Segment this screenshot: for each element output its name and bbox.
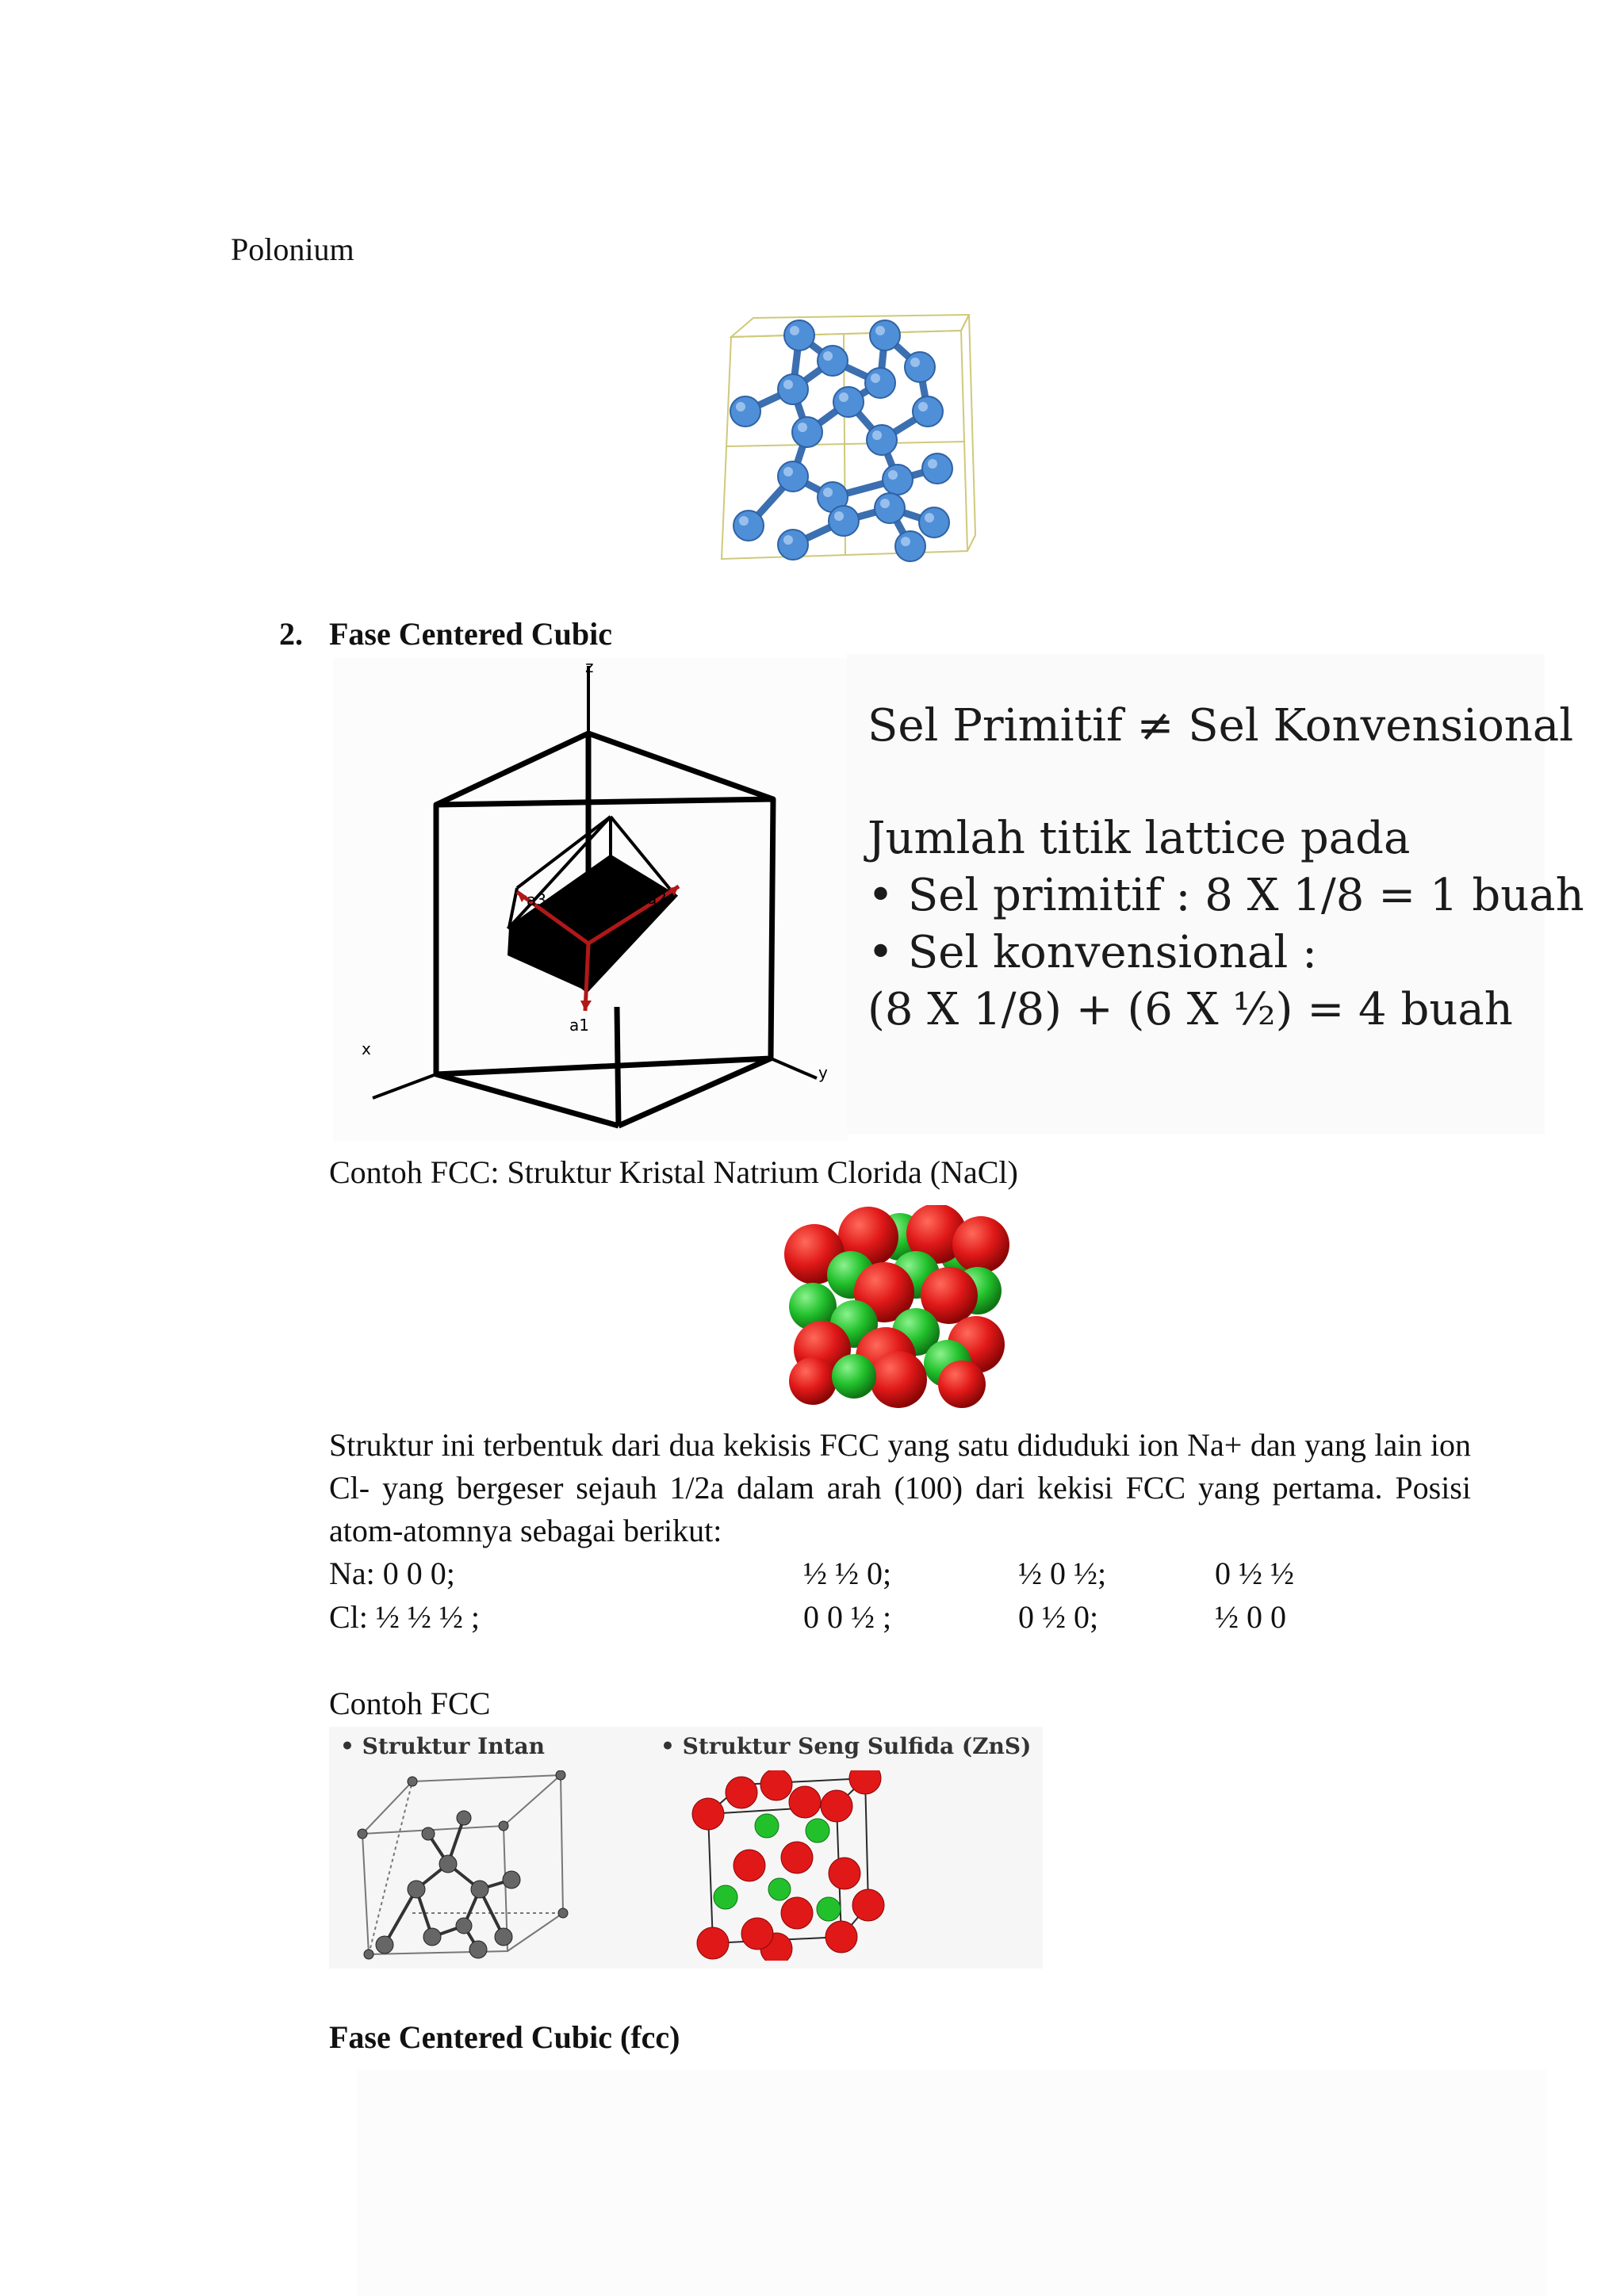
vector-a3-label: a3: [527, 890, 546, 909]
slide-panel: [847, 654, 1584, 1134]
fcc-primitive-cell-diagram: [333, 658, 848, 1142]
cl-position-3: 0 ½ 0;: [1018, 1599, 1099, 1635]
bottom-image-placeholder: [357, 2069, 1546, 2296]
polonium-structure-image: [714, 313, 983, 575]
section-title: Fase Centered Cubic: [329, 616, 612, 652]
na-position-4: 0 ½ ½: [1215, 1556, 1294, 1591]
polonium-label: Polonium: [231, 232, 354, 267]
section-number: 2.: [279, 616, 303, 652]
fcc-examples-panel: [329, 1727, 1043, 1969]
na-position-1: Na: 0 0 0;: [329, 1556, 455, 1591]
axis-y-label: y: [818, 1063, 828, 1082]
cl-position-1: Cl: ½ ½ ½ ;: [329, 1599, 481, 1635]
slide-line-1: Sel Primitif ≠ Sel Konvensional: [868, 700, 1574, 752]
zns-structure-image: [678, 1770, 900, 1961]
slide-line-5: (8 X 1/8) + (6 X ½) = 4 buah: [868, 984, 1513, 1035]
vector-a2-label: a2: [647, 889, 667, 908]
contoh-fcc-label: Contoh FCC: [329, 1686, 491, 1721]
nacl-paragraph: Struktur ini terbentuk dari dua kekisis FCC yang satu diduduki ion Na+ dan yang lain ion Cl- yang bergeser sejauh 1/2a dalam arah (100) dari kekisi FCC yang pertama. Posisi atom-atomnya sebagai berikut:: [329, 1427, 1471, 1548]
na-position-2: ½ ½ 0;: [803, 1556, 892, 1591]
slide-line-3: • Sel primitif : 8 X 1/8 = 1 buah: [868, 870, 1584, 921]
cl-position-2: 0 0 ½ ;: [803, 1599, 892, 1635]
axis-x-label: x: [362, 1039, 371, 1058]
axis-z-label: z: [585, 658, 594, 676]
zns-label: • Struktur Seng Sulfida (ZnS): [661, 1733, 1032, 1759]
closing-title: Fase Centered Cubic (fcc): [329, 2019, 680, 2055]
diamond-structure-image: [353, 1770, 591, 1961]
intan-label: • Struktur Intan: [340, 1733, 545, 1759]
slide-line-2: Jumlah titik lattice pada: [868, 813, 1411, 864]
nacl-structure-image: [781, 1205, 1011, 1411]
slide-line-4: • Sel konvensional :: [868, 927, 1317, 978]
cl-position-4: ½ 0 0: [1215, 1599, 1286, 1635]
na-position-3: ½ 0 ½;: [1018, 1556, 1107, 1591]
vector-a1-label: a1: [569, 1016, 589, 1035]
nacl-caption: Contoh FCC: Struktur Kristal Natrium Clorida (NaCl): [329, 1154, 1018, 1190]
